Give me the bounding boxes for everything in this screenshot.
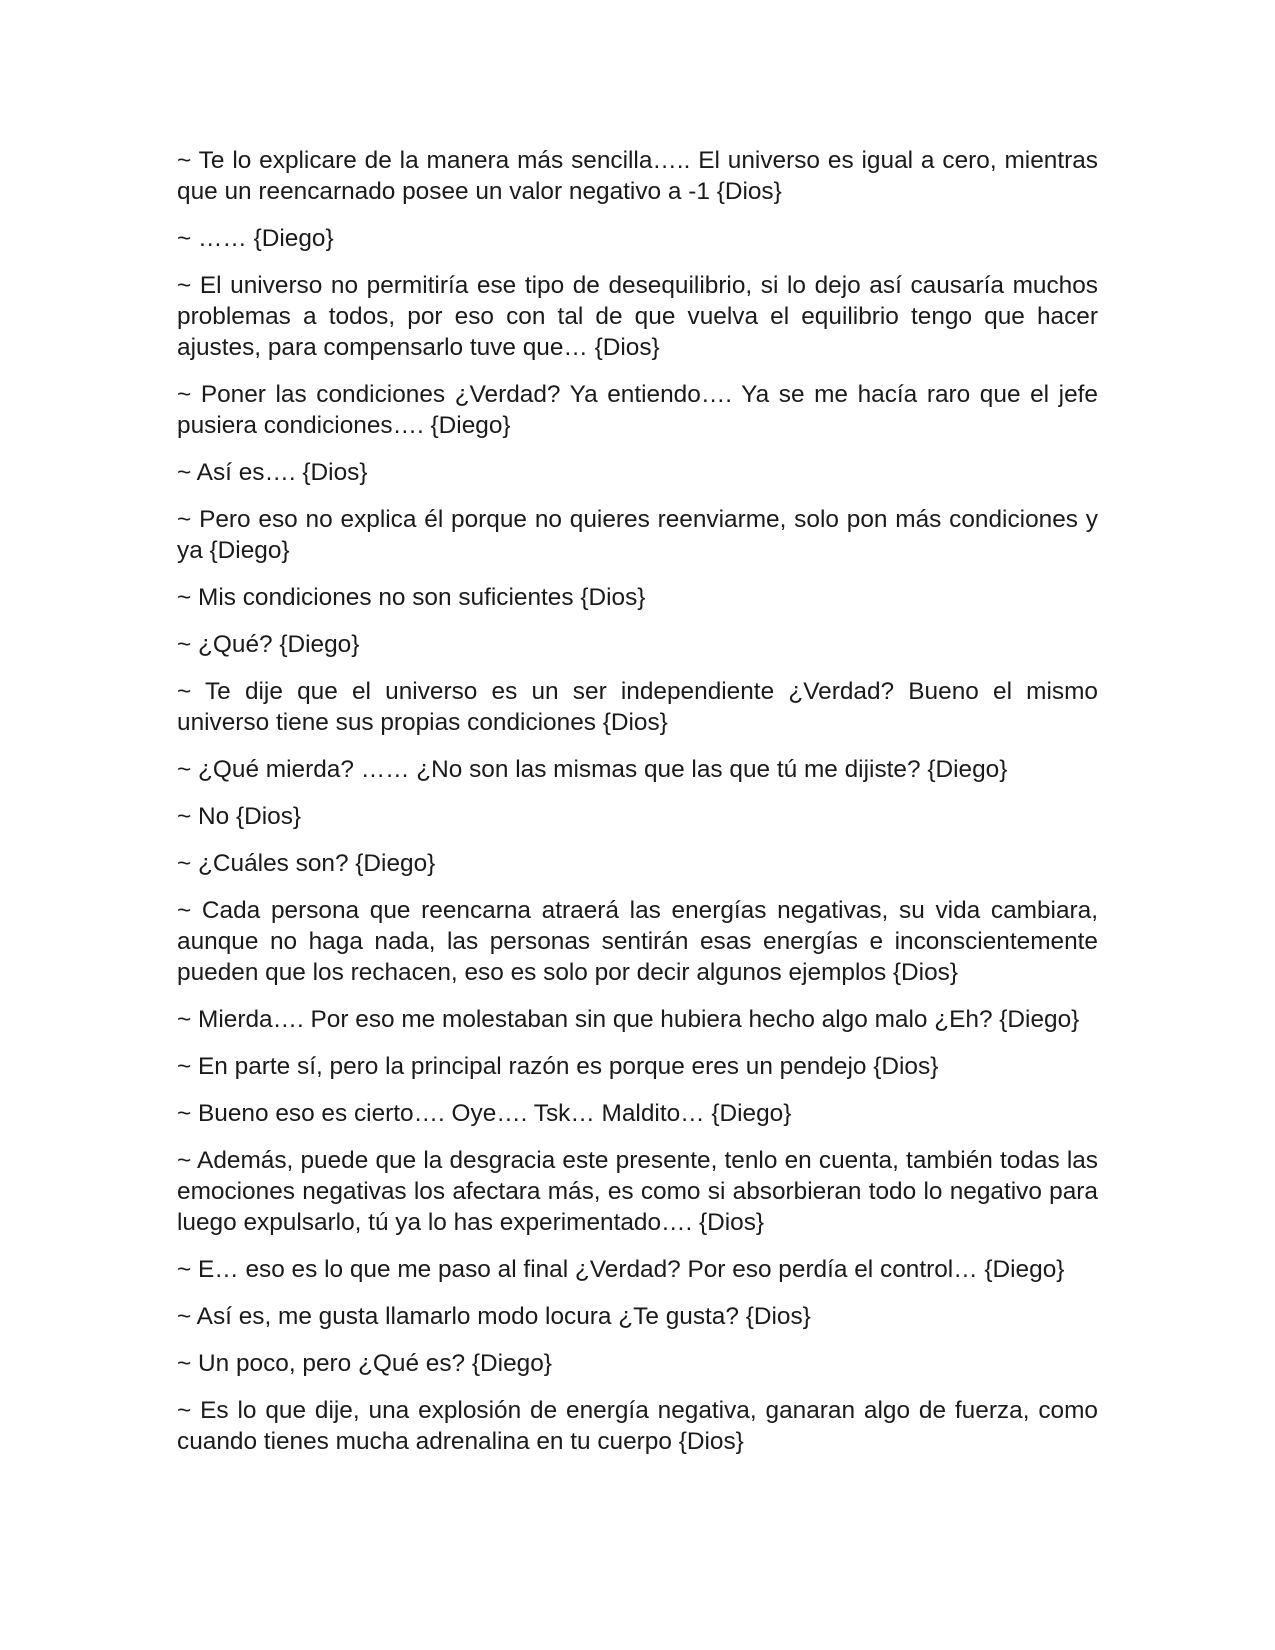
paragraph: ~ Es lo que dije, una explosión de energía negativa, ganaran algo de fuerza, como cuando tienes mucha adrenalina en tu cuerpo {Dios} [177, 1397, 1098, 1455]
paragraph: ~ Poner las condiciones ¿Verdad? Ya entiendo…. Ya se me hacía raro que el jefe pusiera condiciones…. {Diego} [177, 381, 1098, 439]
paragraph: ~ Mierda…. Por eso me molestaban sin que hubiera hecho algo malo ¿Eh? {Diego} [177, 1006, 1080, 1033]
paragraph: ~ Bueno eso es cierto…. Oye…. Tsk… Maldito… {Diego} [177, 1100, 792, 1127]
paragraph: ~ ¿Qué? {Diego} [177, 631, 360, 658]
paragraph: ~ Además, puede que la desgracia este presente, tenlo en cuenta, también todas las emociones negativas los afectara más, es como si absorbieran todo lo negativo para luego expulsarlo, tú ya lo has experimentado…. {Dios} [177, 1147, 1098, 1236]
paragraph: ~ Así es, me gusta llamarlo modo locura ¿Te gusta? {Dios} [177, 1303, 811, 1330]
paragraph: ~ ¿Cuáles son? {Diego} [177, 850, 436, 877]
paragraph: ~ ¿Qué mierda? …… ¿No son las mismas que las que tú me dijiste? {Diego} [177, 756, 1008, 783]
paragraph: ~ No {Dios} [177, 803, 302, 830]
document-page [177, 145, 1098, 1473]
paragraph: ~ Cada persona que reencarna atraerá las energías negativas, su vida cambiara, aunque no haga nada, las personas sentirán esas energías e inconscientemente pueden que los rechacen, eso es solo por decir algunos ejemplos {Dios} [177, 897, 1098, 986]
paragraph: ~ Pero eso no explica él porque no quieres reenviarme, solo pon más condiciones y ya {Diego} [177, 506, 1098, 564]
paragraph: ~ …… {Diego} [177, 225, 334, 252]
paragraph: ~ En parte sí, pero la principal razón es porque eres un pendejo {Dios} [177, 1053, 939, 1080]
paragraph: ~ Así es…. {Dios} [177, 459, 368, 486]
paragraph: ~ El universo no permitiría ese tipo de desequilibrio, si lo dejo así causaría muchos problemas a todos, por eso con tal de que vuelva el equilibrio tengo que hacer ajustes, para compensarlo tuve que… {Dios} [177, 272, 1098, 361]
paragraph: ~ E… eso es lo que me paso al final ¿Verdad? Por eso perdía el control… {Diego} [177, 1256, 1065, 1283]
paragraph: ~ Te lo explicare de la manera más sencilla….. El universo es igual a cero, mientras que un reencarnado posee un valor negativo a -1 {Dios} [177, 147, 1098, 205]
paragraph: ~ Un poco, pero ¿Qué es? {Diego} [177, 1350, 552, 1377]
paragraph: ~ Te dije que el universo es un ser independiente ¿Verdad? Bueno el mismo universo tiene sus propias condiciones {Dios} [177, 678, 1098, 736]
paragraph: ~ Mis condiciones no son suficientes {Dios} [177, 584, 646, 611]
